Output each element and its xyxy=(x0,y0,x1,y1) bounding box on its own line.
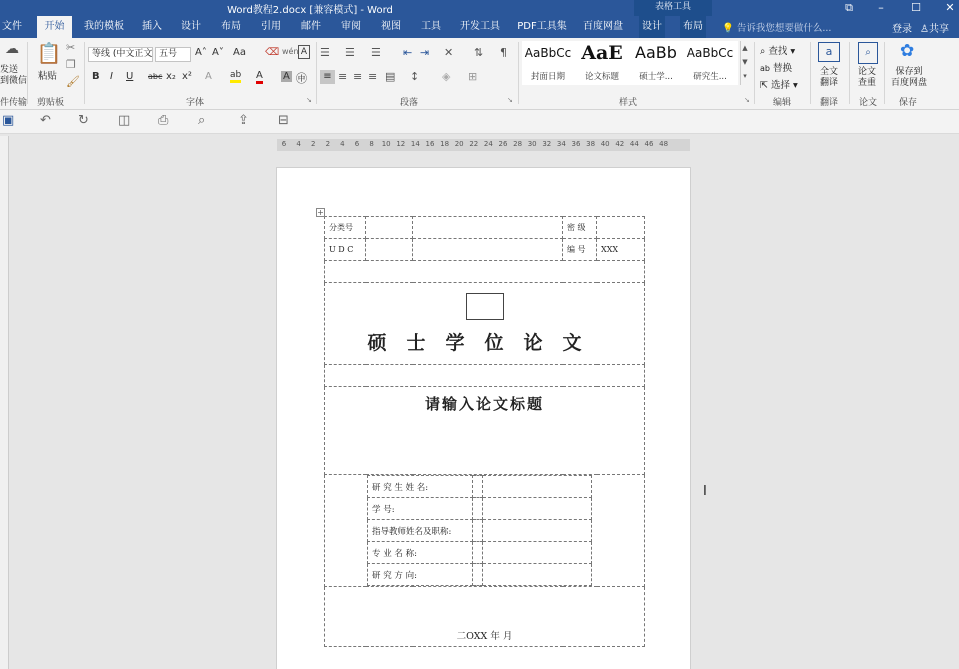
style-item[interactable]: AaBbCc 研究生... xyxy=(686,46,734,82)
ruler-tick: 26 xyxy=(498,140,508,148)
bold-button[interactable]: B xyxy=(92,71,100,82)
styles-group-label: 样式 xyxy=(619,98,638,108)
student-name-label: 研 究 生 姓 名: xyxy=(368,476,473,498)
group-divider xyxy=(316,42,317,104)
ruler-tick: 16 xyxy=(425,140,435,148)
ribbon xyxy=(0,38,959,110)
translate-icon: a xyxy=(818,42,840,62)
ruler-tick: 14 xyxy=(410,140,420,148)
tab-file[interactable]: 文件 xyxy=(2,21,22,32)
tab-my-template[interactable]: 我的模板 xyxy=(84,21,124,32)
transfer-group-label: 件传输 xyxy=(0,98,28,108)
align-left-icon[interactable]: ≡ xyxy=(320,70,335,84)
font-name-select[interactable]: 等线 (中文正文 xyxy=(88,47,153,62)
subscript-button[interactable]: x₂ xyxy=(166,71,176,82)
empty-cell[interactable] xyxy=(473,498,483,520)
sort-icon[interactable]: ⇅ xyxy=(474,46,484,59)
redo-icon[interactable]: ↻ xyxy=(78,113,89,128)
tab-home[interactable]: 开始 xyxy=(37,16,72,40)
ruler-tick: 22 xyxy=(469,140,479,148)
student-id-value[interactable] xyxy=(483,498,592,520)
table-tools-label: 表格工具 xyxy=(634,0,712,16)
tab-references[interactable]: 引用 xyxy=(261,21,281,32)
ruler-tick: 28 xyxy=(513,140,523,148)
cursor-icon: ⇱ xyxy=(760,80,768,91)
ruler-tick: 42 xyxy=(615,140,625,148)
ruler-tick: 44 xyxy=(629,140,639,148)
thesis-cover xyxy=(324,216,644,647)
window-title: Word教程2.docx [兼容模式] - Word xyxy=(227,5,393,16)
person-icon: ♙ xyxy=(920,24,929,35)
student-id-label: 学 号: xyxy=(368,498,473,520)
grow-font-button[interactable]: A˄ xyxy=(195,47,207,58)
secret-level-cell[interactable] xyxy=(597,217,645,239)
close-button[interactable]: ✕ xyxy=(945,1,955,14)
empty-cell[interactable] xyxy=(413,239,563,261)
shading-icon[interactable]: ◈ xyxy=(442,70,451,83)
ruler-tick: 2 xyxy=(310,140,316,148)
tab-tools[interactable]: 工具 xyxy=(421,21,441,32)
group-divider xyxy=(849,42,850,104)
tab-developer[interactable]: 开发工具 xyxy=(460,21,500,32)
maximize-button[interactable]: ☐ xyxy=(911,1,921,14)
advisor-value[interactable] xyxy=(483,520,592,542)
thesis-title-cell[interactable] xyxy=(325,387,645,475)
empty-cell[interactable] xyxy=(413,217,563,239)
multilevel-list-icon[interactable]: ☰ xyxy=(371,46,381,59)
enclose-char-button[interactable]: ㊥ xyxy=(296,72,307,85)
numbering-icon[interactable]: ☰ xyxy=(345,46,355,59)
group-divider xyxy=(84,42,85,104)
paragraph-group-label: 段落 xyxy=(400,98,419,108)
views-icon[interactable]: ◫ xyxy=(118,113,131,128)
italic-button[interactable]: I xyxy=(110,71,113,82)
thesis-check-button[interactable]: 论文 查重 xyxy=(858,67,877,88)
advisor-label: 指导教师姓名及职称: xyxy=(368,520,473,542)
empty-cell[interactable] xyxy=(473,520,483,542)
share-button[interactable]: ♙共享 xyxy=(920,24,949,35)
styles-scroll-icon[interactable]: ▲ ▼ ▾ xyxy=(740,41,749,85)
align-right-icon[interactable]: ≡ xyxy=(353,70,363,83)
ruler-tick: 38 xyxy=(586,140,596,148)
underline-button[interactable]: U xyxy=(126,71,134,82)
horizontal-ruler[interactable] xyxy=(277,139,690,151)
group-divider xyxy=(518,42,519,104)
thesis-check-icon: ⌕ xyxy=(858,42,878,64)
ruler-tick: 12 xyxy=(396,140,406,148)
baidu-netdisk-icon: ✿ xyxy=(900,41,915,61)
empty-cell[interactable] xyxy=(473,542,483,564)
align-center-icon[interactable]: ≡ xyxy=(338,70,348,83)
styles-gallery xyxy=(522,41,738,85)
ruler-tick: 40 xyxy=(600,140,610,148)
font-group-label: 字体 xyxy=(186,98,205,108)
distributed-icon[interactable]: ▤ xyxy=(385,70,396,83)
group-divider xyxy=(754,42,755,104)
empty-cell[interactable] xyxy=(473,476,483,498)
ruler-tick: 18 xyxy=(440,140,450,148)
clipboard-group-label: 剪贴板 xyxy=(37,98,65,108)
show-marks-icon[interactable]: ¶ xyxy=(500,46,507,59)
research-direction-label: 研 究 方 向: xyxy=(368,564,473,586)
thesis-group-label: 论文 xyxy=(859,98,878,108)
ruler-tick: 2 xyxy=(325,140,331,148)
borders-icon[interactable]: ⊞ xyxy=(468,70,478,83)
tab-table-layout[interactable]: 布局 xyxy=(680,16,706,38)
paragraph-dialog-launcher-icon[interactable]: ↘ xyxy=(507,96,513,104)
ruler-tick: 4 xyxy=(340,140,345,148)
group-divider xyxy=(884,42,885,104)
minimize-button[interactable]: – xyxy=(878,1,884,14)
ruler-ticks xyxy=(277,139,690,151)
text-effects-button[interactable]: A xyxy=(205,71,212,82)
tab-layout[interactable]: 布局 xyxy=(221,21,241,32)
ruler-tick: 32 xyxy=(542,140,552,148)
tab-mailings[interactable]: 邮件 xyxy=(301,21,321,32)
vertical-ruler xyxy=(0,136,9,669)
spacer-cell[interactable] xyxy=(325,365,645,387)
change-case-button[interactable]: Aa xyxy=(233,47,246,58)
ruler-tick: 36 xyxy=(571,140,581,148)
udc-cell[interactable] xyxy=(366,239,413,261)
research-direction-value[interactable] xyxy=(483,564,592,586)
tell-me-search[interactable]: 💡 告诉我您想要做什么... xyxy=(722,23,832,34)
font-color-button[interactable]: A xyxy=(256,70,263,84)
char-shading-button[interactable]: A xyxy=(283,71,290,82)
ruler-tick: 30 xyxy=(527,140,537,148)
tab-table-design[interactable]: 设计 xyxy=(639,16,665,38)
tab-insert[interactable]: 插入 xyxy=(142,21,162,32)
spacer-cell[interactable] xyxy=(325,261,645,283)
style-item[interactable]: AaBbCc 封面日期 xyxy=(524,46,572,82)
translate-group-label: 翻译 xyxy=(820,98,839,108)
styles-dialog-launcher-icon[interactable]: ↘ xyxy=(744,96,750,104)
group-divider xyxy=(27,42,28,104)
title-cell[interactable] xyxy=(325,283,645,365)
ruler-tick: 20 xyxy=(454,140,464,148)
wechat-icon: ☁ xyxy=(5,41,19,57)
superscript-button[interactable]: x² xyxy=(182,71,192,82)
copy-icon[interactable]: ❐ xyxy=(66,58,76,71)
ruler-tick: 4 xyxy=(296,140,301,148)
save-group-label: 保存 xyxy=(899,98,918,108)
bullets-icon[interactable]: ☰ xyxy=(320,46,330,59)
tab-pdf-tools[interactable]: PDF工具集 xyxy=(517,21,567,32)
ribbon-display-icon[interactable]: ⧉ xyxy=(845,1,853,14)
ruler-tick: 6 xyxy=(281,140,287,148)
paste-button[interactable]: 粘贴 xyxy=(38,71,58,82)
class-number-cell[interactable] xyxy=(366,217,413,239)
major-label: 专 业 名 称: xyxy=(368,542,473,564)
ruler-tick: 48 xyxy=(659,140,669,148)
format-icon[interactable]: ⊟ xyxy=(278,113,289,128)
increase-indent-icon[interactable]: ⇥ xyxy=(420,46,430,59)
justify-icon[interactable]: ≡ xyxy=(368,70,378,83)
group-divider xyxy=(810,42,811,104)
thesis-title-placeholder: 请输入论文标题 xyxy=(424,395,544,413)
search-icon: ⌕ xyxy=(760,46,766,57)
udc-label: U D C xyxy=(325,239,366,261)
ruler-tick: 24 xyxy=(483,140,493,148)
undo-icon[interactable]: ↶ xyxy=(40,113,51,128)
tab-design[interactable]: 设计 xyxy=(181,21,201,32)
font-size-select[interactable]: 五号 xyxy=(155,47,191,62)
tab-review[interactable]: 审阅 xyxy=(341,21,361,32)
serial-number-value[interactable]: XXX xyxy=(597,239,645,261)
ruler-tick: 10 xyxy=(381,140,391,148)
major-value[interactable] xyxy=(483,542,592,564)
login-button[interactable]: 登录 xyxy=(892,24,912,35)
student-info-table[interactable] xyxy=(367,475,592,586)
char-border-button[interactable]: A xyxy=(298,45,310,59)
ruler-tick: 34 xyxy=(556,140,566,148)
replace-icon: ab xyxy=(760,64,770,73)
cover-table[interactable] xyxy=(324,216,645,647)
print-icon[interactable]: ⎙ xyxy=(158,113,169,128)
secret-level-label: 密 级 xyxy=(563,217,597,239)
ribbon-tabs xyxy=(0,16,959,38)
style-item[interactable]: AaBb 硕士学... xyxy=(635,43,677,82)
phonetic-guide-button[interactable]: wén xyxy=(282,47,299,56)
format-painter-icon[interactable]: 🖌 xyxy=(66,75,80,88)
full-translate-button[interactable]: 全文 翻译 xyxy=(820,67,839,88)
document-page[interactable] xyxy=(277,168,690,669)
ruler-tick: 8 xyxy=(369,140,374,148)
paste-icon[interactable]: 📋 xyxy=(36,41,62,65)
editing-group-label: 编辑 xyxy=(773,98,792,108)
text-cursor-icon: I xyxy=(703,484,707,499)
cover-date: 二OXX 年 月 xyxy=(456,631,513,642)
logo-placeholder[interactable] xyxy=(466,293,504,320)
empty-cell[interactable] xyxy=(473,564,483,586)
clear-format-button[interactable]: ⌫ xyxy=(265,47,280,58)
lightbulb-icon: 💡 xyxy=(722,23,734,34)
replace-button[interactable]: ab 替换 xyxy=(760,63,793,74)
style-item[interactable]: AaE 论文标题 xyxy=(581,42,623,82)
decrease-indent-icon[interactable]: ⇤ xyxy=(403,46,413,59)
student-name-value[interactable] xyxy=(483,476,592,498)
tab-baidu-netdisk[interactable]: 百度网盘 xyxy=(583,21,623,32)
font-dialog-launcher-icon[interactable]: ↘ xyxy=(306,96,312,104)
highlight-button[interactable]: ab xyxy=(230,70,241,83)
shrink-font-button[interactable]: A˅ xyxy=(212,47,224,58)
serial-number-label: 编 号 xyxy=(563,239,597,261)
degree-title: 硕士学位论文 xyxy=(367,332,602,354)
save-to-netdisk-button[interactable]: 保存到 百度网盘 xyxy=(891,67,928,88)
cut-icon[interactable]: ✂ xyxy=(66,41,76,54)
tab-view[interactable]: 视图 xyxy=(381,21,401,32)
save-icon[interactable]: ▣ xyxy=(2,113,15,128)
preview-icon[interactable]: ⌕ xyxy=(198,113,206,128)
strikethrough-button[interactable]: abc xyxy=(148,72,163,81)
student-info-cell xyxy=(325,475,645,587)
chinese-layout-icon[interactable]: ✕ xyxy=(444,46,454,59)
title-bar xyxy=(0,0,959,16)
ruler-tick: 6 xyxy=(354,140,360,148)
select-button[interactable]: ⇱ 选择 ▾ xyxy=(760,80,798,91)
line-spacing-icon[interactable]: ↕ xyxy=(410,70,420,83)
table-move-handle-icon[interactable]: + xyxy=(317,208,324,217)
ruler-tick: 46 xyxy=(644,140,654,148)
quick-access-toolbar xyxy=(0,110,959,134)
class-number-label: 分类号 xyxy=(325,217,366,239)
date-cell[interactable] xyxy=(325,587,645,647)
share-icon[interactable]: ⇪ xyxy=(238,113,249,128)
find-button[interactable]: ⌕ 查找 ▾ xyxy=(760,46,796,57)
send-to-wechat-button[interactable]: 发送 到微信 xyxy=(0,65,28,86)
